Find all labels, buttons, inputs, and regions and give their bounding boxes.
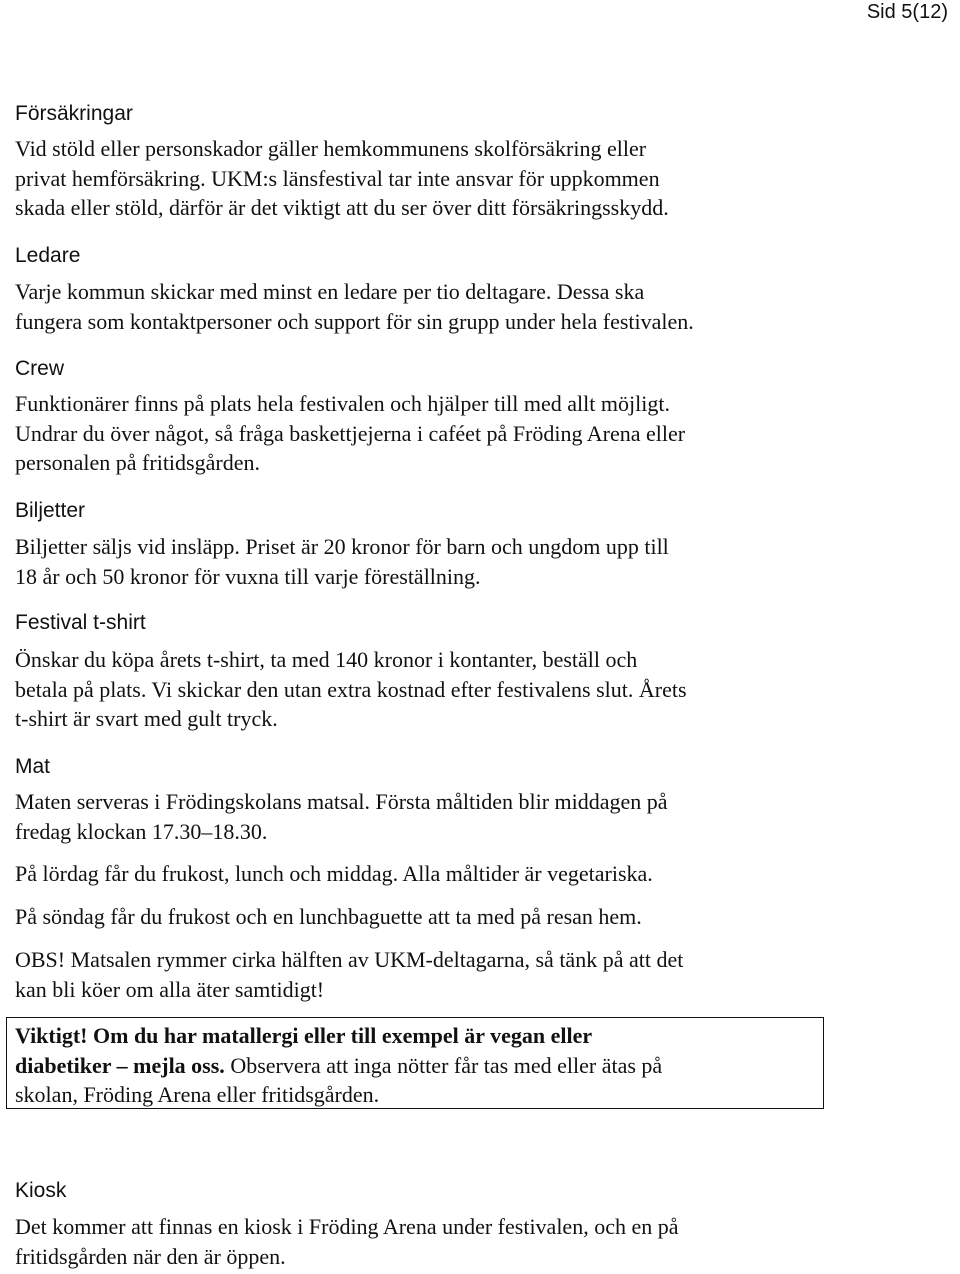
text-line: skada eller stöld, därför är det viktigt att du ser över ditt försäkringsskydd. (15, 195, 669, 220)
important-notice-box (6, 1017, 824, 1109)
paragraph-mat-4 (15, 945, 683, 1004)
heading-tshirt: Festival t-shirt (15, 611, 146, 634)
paragraph-mat-3 (15, 902, 642, 932)
plain-text: Observera att inga nötter får tas med eller ätas på (224, 1052, 663, 1078)
paragraph-crew (15, 389, 685, 478)
text-line: fungera som kontaktpersoner och support för sin grupp under hela festivalen. (15, 308, 694, 334)
text-line (15, 1021, 662, 1051)
important-notice-text (15, 1021, 662, 1110)
text-line: betala på plats. Vi skickar den utan extra kostnad efter festivalens slut. Årets (15, 676, 687, 702)
text-line: Undrar du över något, så fråga baskettjejerna i caféet på Fröding Arena eller (15, 420, 686, 446)
paragraph-mat-1 (15, 787, 668, 846)
text-line: kan bli köer om alla äter samtidigt! (15, 976, 325, 1002)
bold-text: diabetiker – mejla oss. (15, 1052, 225, 1078)
text-line: På söndag får du frukost och en lunchbaguette att ta med på resan hem. (15, 904, 642, 929)
paragraph-tshirt (15, 645, 687, 734)
text-line: Maten serveras i Frödingskolans matsal. Första måltiden blir middagen på (15, 789, 668, 814)
page-number: Sid 5(12) (866, 1, 948, 23)
heading-crew: Crew (15, 357, 65, 380)
paragraph-biljetter (15, 532, 669, 591)
text-line: OBS! Matsalen rymmer cirka hälften av UKM-deltagarna, så tänk på att det (15, 947, 684, 972)
text-line: Funktionärer finns på plats hela festivalen och hjälper till med allt möjligt. (15, 391, 670, 416)
heading-ledare: Ledare (15, 244, 81, 267)
paragraph-ledare (15, 277, 694, 336)
text-line: skolan, Fröding Arena eller fritidsgården. (15, 1082, 380, 1107)
paragraph-forsakringar (15, 134, 669, 223)
paragraph-kiosk (15, 1212, 679, 1271)
text-line: fredag klockan 17.30–18.30. (15, 818, 268, 844)
text-line (15, 1051, 662, 1081)
heading-mat: Mat (15, 755, 51, 778)
text-line: På lördag får du frukost, lunch och middag. Alla måltider är vegetariska. (15, 861, 653, 886)
text-line: Biljetter säljs vid insläpp. Priset är 20 kronor för barn och ungdom upp till (15, 534, 669, 559)
text-line: personalen på fritidsgården. (15, 450, 260, 475)
text-line: Vid stöld eller personskador gäller hemkommunens skolförsäkring eller (15, 136, 647, 161)
bold-text: Viktigt! Om du har matallergi eller till exempel är vegan eller (15, 1023, 593, 1048)
heading-biljetter: Biljetter (15, 499, 86, 522)
heading-kiosk: Kiosk (15, 1179, 67, 1202)
text-line: Varje kommun skickar med minst en ledare per tio deltagare. Dessa ska (15, 279, 645, 304)
text-line: fritidsgården när den är öppen. (15, 1243, 286, 1269)
paragraph-mat-2 (15, 859, 653, 889)
text-line: 18 år och 50 kronor för vuxna till varje föreställning. (15, 563, 481, 589)
text-line: privat hemförsäkring. UKM:s länsfestival tar inte ansvar för uppkommen (15, 165, 660, 191)
heading-forsakringar: Försäkringar (15, 102, 133, 125)
text-line: Önskar du köpa årets t-shirt, ta med 140 kronor i kontanter, beställ och (15, 647, 638, 672)
text-line: t-shirt är svart med gult tryck. (15, 706, 278, 731)
text-line: Det kommer att finnas en kiosk i Fröding Arena under festivalen, och en på (15, 1214, 679, 1239)
